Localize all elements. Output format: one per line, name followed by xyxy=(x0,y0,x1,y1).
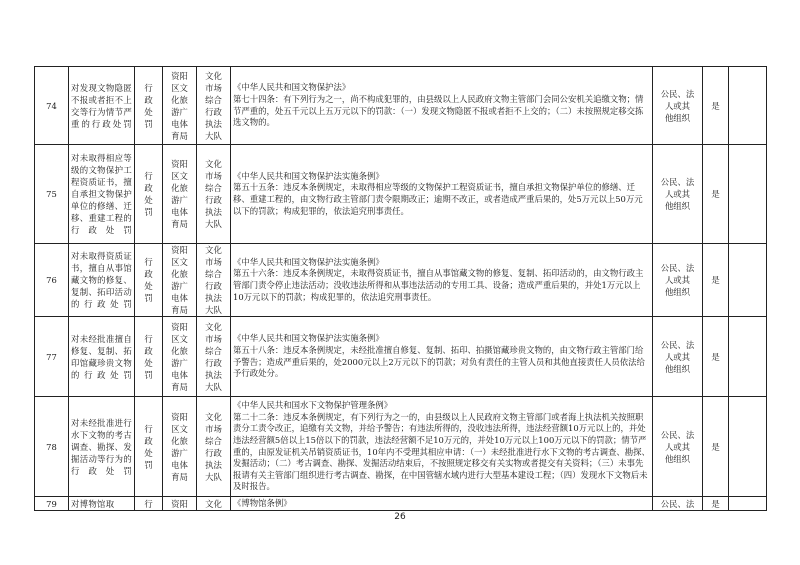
legal-basis: 《中华人民共和国水下文物保护管理条例》 第二十二条：违反本条例规定，有下列行为之一的，由县级以上人民政府文物主管部门或者海上执法机关按照职责分工责令改正，追缴有关文物，并给予警告；有违法所得的，没收违法所得，违法经营额10万元以上的，并处违法经营额5倍以上15倍以下的罚款，违法经营额不足10万元的，并处10万元以上100万元以下的罚款；情节严重的，由原发证机关吊销资质证书，10年内不受理其相应申请：（一）未经批准进行水下文物的考古调查、勘探、发掘活动；（二）考古调查、勘探、发掘活动结束后，不按照规定移交有关实物或者提交有关资料；（三）未事先报请有关主管部门组织进行考古调查、勘探，在中国管辖水域内进行大型基本建设工程；（四）发现水下文物后未及时报告。 xyxy=(231,397,653,497)
remarks-cell xyxy=(729,497,767,511)
item-name: 对博物馆取 xyxy=(69,497,135,511)
item-number: 75 xyxy=(35,145,69,244)
legal-basis: 《中华人民共和国文物保护法实施条例》 第五十五条：违反本条例规定，未取得相应等级的文物保护工程资质证书，擅自承担文物保护单位的修缮、迁移、重建工程的，由文物行政主管部门责令限期改正；逾期不改正，或者造成严重后果的，处5万元以上50万元以下的罚款；构成犯罪的，依法追究刑事责任。 xyxy=(231,145,653,244)
item-name: 对未经批准进行水下文物的考古调查、勘探、发掘活动等行为的行政处罚 xyxy=(69,397,135,497)
legal-basis: 《中华人民共和国文物保护法实施条例》 第五十六条：违反本条例规定，未取得资质证书，擅自从事馆藏文物的修复、复制、拓印活动的，由文物行政主管部门责令停止违法活动；没收违法所得和从事违法活动的专用工具、设备；造成严重后果的，并处1万元以上10万元以下的罚款；构成犯罪的，依法追究刑事责任。 xyxy=(231,244,653,317)
remarks-cell xyxy=(729,317,767,397)
implementing-body: 资阳 xyxy=(163,497,197,511)
responsible-department: 文化 市场 综合 行政 执法 大队 xyxy=(197,317,231,397)
local-flag: 是 xyxy=(703,67,729,145)
local-flag: 是 xyxy=(703,497,729,511)
remarks-cell xyxy=(729,244,767,317)
table-row xyxy=(35,67,767,145)
item-number: 76 xyxy=(35,244,69,317)
target-party: 公民、法 人或其 他组织 xyxy=(653,397,703,497)
table-row xyxy=(35,145,767,244)
target-party: 公民、法 人或其 他组织 xyxy=(653,145,703,244)
legal-basis: 《中华人民共和国文物保护法》 第七十四条：有下列行为之一，尚不构成犯罪的，由县级以上人民政府文物主管部门会同公安机关追缴文物；情节严重的，处五千元以上五万元以下的罚款：（一）发现文物隐匿不报或者拒不上交的；（二）未按照规定移交拣选文物的。 xyxy=(231,67,653,145)
item-number: 77 xyxy=(35,317,69,397)
legal-basis: 《中华人民共和国文物保护法实施条例》 第五十八条：违反本条例规定，未经批准擅自修复、复制、拓印、拍摄馆藏珍贵文物的，由文物行政主管部门给予警告；造成严重后果的，处2000元以上2万元以下的罚款；对负有责任的主管人员和其他直接责任人员依法给予行政处分。 xyxy=(231,317,653,397)
page-number: 26 xyxy=(394,512,406,522)
implementing-body: 资阳 区文 化旅 游广 电体 育局 xyxy=(163,67,197,145)
local-flag: 是 xyxy=(703,397,729,497)
table-row xyxy=(35,244,767,317)
responsible-department: 文化 市场 综合 行政 执法 大队 xyxy=(197,145,231,244)
responsible-department: 文化 xyxy=(197,497,231,511)
item-number: 78 xyxy=(35,397,69,497)
target-party: 公民、法 人或其 他组织 xyxy=(653,317,703,397)
implementing-body: 资阳 区文 化旅 游广 电体 育局 xyxy=(163,244,197,317)
responsible-department: 文化 市场 综合 行政 执法 大队 xyxy=(197,397,231,497)
responsible-department: 文化 市场 综合 行政 执法 大队 xyxy=(197,244,231,317)
item-name: 对未取得资质证书，擅自从事馆藏文物的修复、复制、拓印活动的行政处罚 xyxy=(69,244,135,317)
implementing-body: 资阳 区文 化旅 游广 电体 育局 xyxy=(163,397,197,497)
local-flag: 是 xyxy=(703,317,729,397)
item-name: 对发现文物隐匿不报或者拒不上交等行为情节严重的行政处罚 xyxy=(69,67,135,145)
target-party: 公民、法 xyxy=(653,497,703,511)
power-type: 行 政 处 罚 xyxy=(135,67,163,145)
target-party: 公民、法 人或其 他组织 xyxy=(653,244,703,317)
power-type: 行 政 处 罚 xyxy=(135,244,163,317)
remarks-cell xyxy=(729,145,767,244)
remarks-cell xyxy=(729,397,767,497)
local-flag: 是 xyxy=(703,244,729,317)
item-number: 74 xyxy=(35,67,69,145)
power-type: 行 政 处 罚 xyxy=(135,397,163,497)
implementing-body: 资阳 区文 化旅 游广 电体 育局 xyxy=(163,145,197,244)
item-name: 对未取得相应等级的文物保护工程资质证书，擅自承担文物保护单位的修缮、迁移、重建工程的行政处罚 xyxy=(69,145,135,244)
table-row xyxy=(35,497,767,511)
power-type: 行 xyxy=(135,497,163,511)
power-type: 行 政 处 罚 xyxy=(135,145,163,244)
local-flag: 是 xyxy=(703,145,729,244)
remarks-cell xyxy=(729,67,767,145)
table-row xyxy=(35,397,767,497)
administrative-powers-table xyxy=(34,66,767,511)
item-name: 对未经批准擅自修复、复制、拓印馆藏珍贵文物的行政处罚 xyxy=(69,317,135,397)
power-type: 行 政 处 罚 xyxy=(135,317,163,397)
table-row xyxy=(35,317,767,397)
legal-basis: 《博物馆条例》 xyxy=(231,497,653,511)
implementing-body: 资阳 区文 化旅 游广 电体 育局 xyxy=(163,317,197,397)
responsible-department: 文化 市场 综合 行政 执法 大队 xyxy=(197,67,231,145)
item-number: 79 xyxy=(35,497,69,511)
target-party: 公民、法 人或其 他组织 xyxy=(653,67,703,145)
